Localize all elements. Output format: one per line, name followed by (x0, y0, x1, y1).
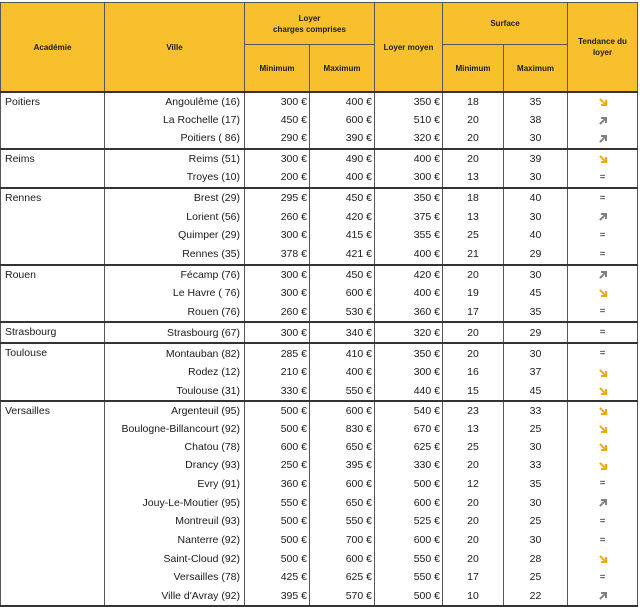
loyer-moyen-cell: 300 € (375, 168, 443, 188)
surface-max-cell: 39 (504, 149, 568, 168)
city-cell: Poitiers ( 86) (105, 129, 245, 148)
equal-sign-icon: = (599, 171, 606, 183)
trend-cell (568, 456, 638, 474)
trend-cell (568, 302, 638, 322)
surface-min-cell: 20 (443, 111, 504, 129)
city-cell: Rouen (76) (105, 302, 245, 322)
academie-cell: Strasbourg (1, 322, 105, 343)
trend-cell (568, 363, 638, 381)
loyer-min-cell: 500 € (245, 550, 310, 568)
surface-min-cell: 12 (443, 474, 504, 493)
header-surface-minimum: Minimum (443, 45, 504, 93)
trend-cell (568, 111, 638, 129)
surface-min-cell: 17 (443, 302, 504, 322)
surface-max-cell: 40 (504, 188, 568, 208)
arrow-down-right-icon (598, 386, 608, 396)
surface-max-cell: 35 (504, 302, 568, 322)
trend-cell (568, 149, 638, 168)
equal-sign-icon: = (599, 327, 606, 339)
equal-sign-icon: = (599, 534, 606, 546)
city-cell: Angoulême (16) (105, 92, 245, 111)
loyer-moyen-cell: 600 € (375, 531, 443, 550)
loyer-min-cell: 260 € (245, 208, 310, 226)
surface-min-cell: 20 (443, 343, 504, 363)
loyer-moyen-cell: 525 € (375, 512, 443, 531)
header-academie: Académie (1, 3, 105, 93)
loyer-min-cell: 500 € (245, 401, 310, 420)
surface-max-cell: 30 (504, 493, 568, 511)
equal-sign-icon: = (599, 571, 606, 583)
surface-max-cell: 30 (504, 208, 568, 226)
loyer-max-cell: 700 € (310, 531, 375, 550)
table-row (1, 322, 638, 343)
loyer-min-cell: 260 € (245, 302, 310, 322)
city-cell: Nanterre (92) (105, 531, 245, 550)
academie-cell: Reims (1, 149, 105, 188)
loyer-max-cell: 600 € (310, 401, 375, 420)
surface-min-cell: 23 (443, 401, 504, 420)
arrow-up-right-icon (598, 134, 608, 144)
surface-max-cell: 30 (504, 531, 568, 550)
loyer-max-cell: 490 € (310, 149, 375, 168)
header-loyer-maximum: Maximum (310, 45, 375, 93)
loyer-moyen-cell: 320 € (375, 322, 443, 343)
loyer-moyen-cell: 420 € (375, 265, 443, 284)
surface-min-cell: 20 (443, 322, 504, 343)
surface-min-cell: 20 (443, 493, 504, 511)
surface-min-cell: 13 (443, 168, 504, 188)
city-cell: Saint-Cloud (92) (105, 550, 245, 568)
surface-max-cell: 45 (504, 382, 568, 401)
surface-max-cell: 33 (504, 456, 568, 474)
loyer-moyen-cell: 360 € (375, 302, 443, 322)
loyer-moyen-cell: 400 € (375, 284, 443, 302)
surface-min-cell: 25 (443, 438, 504, 456)
trend-cell (568, 568, 638, 587)
academie-cell: Rennes (1, 188, 105, 265)
loyer-max-cell: 421 € (310, 245, 375, 265)
city-cell: Le Havre ( 76) (105, 284, 245, 302)
trend-cell (568, 245, 638, 265)
loyer-max-cell: 570 € (310, 587, 375, 606)
loyer-moyen-cell: 400 € (375, 245, 443, 265)
surface-max-cell: 30 (504, 343, 568, 363)
arrow-down-right-icon (598, 442, 608, 452)
surface-max-cell: 25 (504, 512, 568, 531)
loyer-max-cell: 390 € (310, 129, 375, 148)
rent-table-container (0, 2, 637, 607)
loyer-min-cell: 300 € (245, 322, 310, 343)
surface-max-cell: 30 (504, 129, 568, 148)
arrow-down-right-icon (598, 424, 608, 434)
surface-min-cell: 20 (443, 550, 504, 568)
loyer-max-cell: 600 € (310, 550, 375, 568)
surface-max-cell: 28 (504, 550, 568, 568)
arrow-up-right-icon (598, 591, 608, 601)
table-row (1, 265, 638, 284)
city-cell: Boulogne-Billancourt (92) (105, 420, 245, 438)
loyer-moyen-cell: 350 € (375, 343, 443, 363)
loyer-moyen-cell: 625 € (375, 438, 443, 456)
loyer-min-cell: 285 € (245, 343, 310, 363)
city-cell: Rennes (35) (105, 245, 245, 265)
arrow-up-right-icon (598, 498, 608, 508)
city-cell: Ville d'Avray (92) (105, 587, 245, 606)
city-cell: Strasbourg (67) (105, 322, 245, 343)
loyer-max-cell: 450 € (310, 188, 375, 208)
trend-cell (568, 284, 638, 302)
surface-max-cell: 45 (504, 284, 568, 302)
equal-sign-icon: = (599, 348, 606, 360)
loyer-max-cell: 600 € (310, 111, 375, 129)
trend-cell (568, 226, 638, 245)
city-cell: Reims (51) (105, 149, 245, 168)
table-row (1, 188, 638, 208)
city-cell: Brest (29) (105, 188, 245, 208)
loyer-min-cell: 295 € (245, 188, 310, 208)
surface-max-cell: 22 (504, 587, 568, 606)
equal-sign-icon: = (599, 515, 606, 527)
rent-table (0, 2, 638, 607)
trend-cell (568, 208, 638, 226)
loyer-min-cell: 425 € (245, 568, 310, 587)
table-row (1, 343, 638, 363)
city-cell: Montauban (82) (105, 343, 245, 363)
trend-cell (568, 438, 638, 456)
trend-cell (568, 474, 638, 493)
trend-cell (568, 188, 638, 208)
arrow-down-right-icon (598, 288, 608, 298)
arrow-up-right-icon (598, 270, 608, 280)
trend-cell (568, 493, 638, 511)
loyer-moyen-cell: 510 € (375, 111, 443, 129)
city-cell: La Rochelle (17) (105, 111, 245, 129)
loyer-moyen-cell: 550 € (375, 550, 443, 568)
surface-min-cell: 15 (443, 382, 504, 401)
surface-min-cell: 17 (443, 568, 504, 587)
surface-min-cell: 25 (443, 226, 504, 245)
header-surface-group: Surface (443, 3, 568, 45)
loyer-min-cell: 210 € (245, 363, 310, 381)
academie-cell: Rouen (1, 265, 105, 322)
loyer-max-cell: 400 € (310, 168, 375, 188)
loyer-moyen-cell: 330 € (375, 456, 443, 474)
loyer-min-cell: 500 € (245, 420, 310, 438)
header-loyer-moyen: Loyer moyen (375, 3, 443, 93)
loyer-max-cell: 420 € (310, 208, 375, 226)
surface-min-cell: 18 (443, 92, 504, 111)
city-cell: Lorient (56) (105, 208, 245, 226)
surface-min-cell: 20 (443, 531, 504, 550)
loyer-moyen-cell: 400 € (375, 149, 443, 168)
loyer-min-cell: 600 € (245, 438, 310, 456)
loyer-max-cell: 400 € (310, 363, 375, 381)
loyer-min-cell: 300 € (245, 92, 310, 111)
loyer-max-cell: 400 € (310, 92, 375, 111)
loyer-max-cell: 530 € (310, 302, 375, 322)
trend-cell (568, 343, 638, 363)
loyer-min-cell: 500 € (245, 512, 310, 531)
trend-cell (568, 420, 638, 438)
loyer-max-cell: 340 € (310, 322, 375, 343)
city-cell: Rodez (12) (105, 363, 245, 381)
loyer-min-cell: 300 € (245, 284, 310, 302)
loyer-moyen-cell: 350 € (375, 188, 443, 208)
surface-max-cell: 25 (504, 568, 568, 587)
loyer-moyen-cell: 600 € (375, 493, 443, 511)
loyer-max-cell: 600 € (310, 474, 375, 493)
loyer-moyen-cell: 550 € (375, 568, 443, 587)
surface-max-cell: 40 (504, 226, 568, 245)
surface-max-cell: 35 (504, 92, 568, 111)
loyer-min-cell: 330 € (245, 382, 310, 401)
loyer-max-cell: 625 € (310, 568, 375, 587)
loyer-moyen-cell: 375 € (375, 208, 443, 226)
loyer-min-cell: 395 € (245, 587, 310, 606)
city-cell: Argenteuil (95) (105, 401, 245, 420)
arrow-down-right-icon (598, 461, 608, 471)
loyer-min-cell: 250 € (245, 456, 310, 474)
city-cell: Troyes (10) (105, 168, 245, 188)
city-cell: Evry (91) (105, 474, 245, 493)
loyer-max-cell: 650 € (310, 493, 375, 511)
surface-min-cell: 21 (443, 245, 504, 265)
table-row (1, 401, 638, 420)
loyer-min-cell: 550 € (245, 493, 310, 511)
arrow-up-right-icon (598, 116, 608, 126)
academie-cell: Versailles (1, 401, 105, 606)
city-cell: Montreuil (93) (105, 512, 245, 531)
trend-cell (568, 322, 638, 343)
surface-max-cell: 35 (504, 474, 568, 493)
trend-cell (568, 550, 638, 568)
surface-max-cell: 29 (504, 245, 568, 265)
trend-cell (568, 382, 638, 401)
loyer-moyen-cell: 670 € (375, 420, 443, 438)
loyer-moyen-cell: 320 € (375, 129, 443, 148)
loyer-moyen-cell: 350 € (375, 92, 443, 111)
city-cell: Toulouse (31) (105, 382, 245, 401)
equal-sign-icon: = (599, 306, 606, 318)
surface-max-cell: 30 (504, 168, 568, 188)
surface-min-cell: 19 (443, 284, 504, 302)
loyer-min-cell: 450 € (245, 111, 310, 129)
loyer-max-cell: 415 € (310, 226, 375, 245)
table-header (1, 3, 638, 93)
loyer-moyen-cell: 440 € (375, 382, 443, 401)
loyer-max-cell: 450 € (310, 265, 375, 284)
city-cell: Chatou (78) (105, 438, 245, 456)
surface-max-cell: 29 (504, 322, 568, 343)
trend-cell (568, 265, 638, 284)
arrow-down-right-icon (598, 154, 608, 164)
surface-min-cell: 16 (443, 363, 504, 381)
surface-min-cell: 13 (443, 420, 504, 438)
trend-cell (568, 168, 638, 188)
academie-cell: Poitiers (1, 92, 105, 149)
surface-max-cell: 30 (504, 265, 568, 284)
arrow-down-right-icon (598, 554, 608, 564)
surface-min-cell: 20 (443, 265, 504, 284)
header-loyer-group-label: Loyer charges comprises (273, 13, 346, 34)
loyer-max-cell: 830 € (310, 420, 375, 438)
loyer-moyen-cell: 355 € (375, 226, 443, 245)
loyer-min-cell: 360 € (245, 474, 310, 493)
loyer-moyen-cell: 540 € (375, 401, 443, 420)
arrow-up-right-icon (598, 212, 608, 222)
surface-min-cell: 10 (443, 587, 504, 606)
arrow-down-right-icon (598, 97, 608, 107)
header-tendance: Tendance du loyer (568, 3, 638, 93)
arrow-down-right-icon (598, 406, 608, 416)
arrow-down-right-icon (598, 368, 608, 378)
trend-cell (568, 512, 638, 531)
trend-cell (568, 531, 638, 550)
surface-min-cell: 18 (443, 188, 504, 208)
loyer-min-cell: 300 € (245, 149, 310, 168)
equal-sign-icon: = (599, 192, 606, 204)
equal-sign-icon: = (599, 229, 606, 241)
surface-max-cell: 38 (504, 111, 568, 129)
loyer-min-cell: 500 € (245, 531, 310, 550)
loyer-min-cell: 300 € (245, 265, 310, 284)
city-cell: Drancy (93) (105, 456, 245, 474)
loyer-moyen-cell: 300 € (375, 363, 443, 381)
loyer-min-cell: 300 € (245, 226, 310, 245)
loyer-moyen-cell: 500 € (375, 474, 443, 493)
loyer-max-cell: 410 € (310, 343, 375, 363)
loyer-max-cell: 650 € (310, 438, 375, 456)
table-row (1, 92, 638, 111)
surface-max-cell: 37 (504, 363, 568, 381)
equal-sign-icon: = (599, 248, 606, 260)
loyer-min-cell: 200 € (245, 168, 310, 188)
loyer-max-cell: 550 € (310, 382, 375, 401)
header-loyer-group (245, 3, 375, 45)
loyer-min-cell: 378 € (245, 245, 310, 265)
surface-min-cell: 20 (443, 512, 504, 531)
loyer-min-cell: 290 € (245, 129, 310, 148)
trend-cell (568, 401, 638, 420)
surface-min-cell: 20 (443, 149, 504, 168)
trend-cell (568, 129, 638, 148)
surface-min-cell: 20 (443, 129, 504, 148)
trend-cell (568, 92, 638, 111)
equal-sign-icon: = (599, 478, 606, 490)
city-cell: Quimper (29) (105, 226, 245, 245)
table-body (1, 92, 638, 606)
surface-max-cell: 25 (504, 420, 568, 438)
surface-max-cell: 33 (504, 401, 568, 420)
surface-max-cell: 30 (504, 438, 568, 456)
academie-cell: Toulouse (1, 343, 105, 400)
header-surface-maximum: Maximum (504, 45, 568, 93)
header-ville: Ville (105, 3, 245, 93)
table-row (1, 149, 638, 168)
city-cell: Versailles (78) (105, 568, 245, 587)
city-cell: Jouy-Le-Moutier (95) (105, 493, 245, 511)
loyer-moyen-cell: 500 € (375, 587, 443, 606)
surface-min-cell: 20 (443, 456, 504, 474)
surface-min-cell: 13 (443, 208, 504, 226)
trend-cell (568, 587, 638, 606)
loyer-max-cell: 600 € (310, 284, 375, 302)
loyer-max-cell: 550 € (310, 512, 375, 531)
city-cell: Fécamp (76) (105, 265, 245, 284)
loyer-max-cell: 395 € (310, 456, 375, 474)
header-loyer-minimum: Minimum (245, 45, 310, 93)
